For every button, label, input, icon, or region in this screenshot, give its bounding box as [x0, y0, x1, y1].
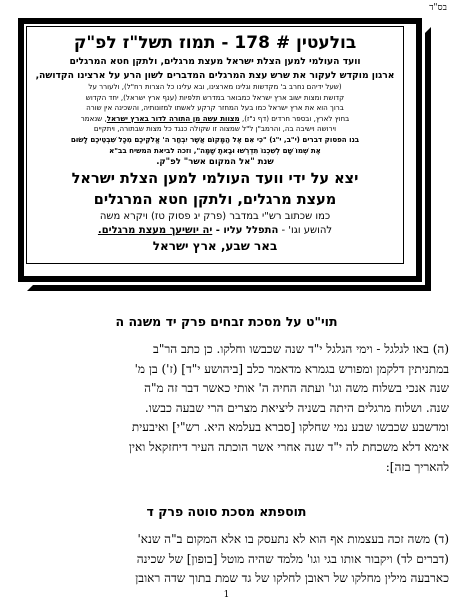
- paragraph-line: ומדשבע שכבשו שבע נמי שחלקו [סברא בעלמא היא. רש"י] ואיבעית: [131, 420, 449, 435]
- bulletin-subtitle-2: ארגון מוקדש לעקור את שרש עצת המרגלים המדברים לשון הרע על ארצינו הקדושה,: [35, 70, 395, 81]
- page-number: 1: [223, 590, 230, 600]
- paragraph-line: אימא דלא משכחת לה י"ד שנה אחרי אשר הוכתה העיר דיחזקאל ואין: [128, 439, 449, 454]
- rashi-note-bold: התפלל עליו -: [212, 225, 279, 237]
- section-heading-tosefta: תוספתא מסכת סוטה פרק ד: [146, 504, 307, 519]
- rashi-note-emphasis: יה יושיעך מעצת מרגלים.: [97, 225, 213, 237]
- bulletin-verse-line: אֶת שְׁמוֹ שָׁם לְשִׁכְנוֹ תִדְרְשׁוּ וּבָאתָ שָׁמָּה", וזכה לביאת המשיח בב"א: [109, 145, 321, 155]
- section-paragraph-tosefta: [6, 530, 449, 589]
- paragraph-line: כארבעה מילין מחלקו של ראובן לחלקו של גד שמת בתוך שדה ראובן: [135, 571, 449, 586]
- paragraph-line: (דברים לד) ויקבור אותו בגי וגו' מלמד שהיה מוטל [בופון] של שכינה: [136, 551, 449, 566]
- bulletin-subtitle-1: וועד העולמי למען הצלת ישראל מעצת מרגלים, ולתקן חטא המרגלים: [69, 56, 361, 67]
- section-heading-zevachim: תוי"ט על מסכת זבחים פרק יד משנה ה: [115, 314, 338, 329]
- bulletin-title: בולעטין # 178 - תמוז תשל"ז לפ"ק: [73, 33, 357, 53]
- bulletin-body-line: קדושת ומצות ישוב ארץ ישראל כמבואר במדרש תלפיות (ענף ארץ ישראל), יחד הקדוש: [85, 92, 345, 102]
- bulletin-body-text: , שנאמר: [80, 113, 107, 123]
- rashi-note-prefix: להושע וגו' -: [278, 225, 333, 237]
- paragraph-line: להאריך בזה]:: [385, 459, 449, 474]
- publisher-line-1: יצא על ידי וועד העולמי למען הצלת ישראל: [71, 171, 359, 188]
- bulletin-body-line: ברוך הוא את ארץ ישראל כמו בעל המחזר קרקע לאשתו למזונותיה, והשכינה אין שורה: [86, 103, 344, 113]
- rashi-note-line-2: [27, 224, 403, 238]
- bulletin-body-emphasis: מצוות עשה מן התורה לדור בארץ ישראל: [106, 113, 240, 123]
- bulletin-verse-line: בנו הפסוק דברים (י"ב, י"ג) "כִּי אִם אֶל הַמָּקוֹם אֲשֶׁר יִבְחַר ה' אֱלֹקֵיכֶם מִכָּל שִׁבְטֵיכֶם לָשׂוּם: [70, 134, 360, 144]
- paragraph-line: במתניתין דלקמן ומפורש בגמרא מדאמר כלב [ביהושע י"ד] (ז') בן מ': [134, 361, 449, 376]
- paragraph-line: שנה. ושלוח מרגלים היתה בשניה ליציאת מצרים הרי שבעה כבשו.: [144, 400, 449, 415]
- bulletin-verse: [27, 135, 403, 156]
- bulletin-body: [27, 82, 403, 135]
- paragraph-line: שנה אנכי בשלוח משה וגו' ועתה החיה ה' אותי כאשר דבר זה מ"ה: [144, 381, 449, 396]
- bulletin-box: [26, 26, 404, 264]
- bulletin-body-line: (שעל ידיהם נחרב ב' מקדשות וגלינו מארצינו, ובא עלינו כל הצרות רח"ל), ולעורר על: [88, 82, 342, 91]
- publisher-line-2: מעצת מרגלים, ולתקן חטא המרגלים: [93, 192, 337, 209]
- bulletin-year-line: שנת "אל המקום אשר" לפ"ק.: [156, 157, 274, 168]
- bulletin-body-text: בחוץ לארץ, ובספר חרדים (דף נ"ז),: [239, 113, 350, 123]
- rashi-note-line-1: כמו שכתוב רש"י במדבר (פרק יג פסוק טז) ויקרא משה: [99, 211, 331, 223]
- paragraph-line: (ה) באו לגלגל - וימי הגלגל י"ד שנה שכבשו וחלקו. כן כתב הר"ב: [153, 342, 449, 356]
- bulletin-location: באר שבע, ארץ ישראל: [152, 239, 278, 254]
- page-label: בס"ד: [429, 3, 447, 13]
- section-paragraph-zevachim: [6, 340, 449, 477]
- bulletin-body-line: וירושה וישיבה בה, והרמב"ן ל"ל שמצוה זו שקולה כנגד כל מצות שבתורה, ויתקיים: [93, 124, 337, 134]
- bulletin-body-line: [32, 114, 398, 125]
- paragraph-line: (ד) משה זכה בעצמות אף הוא לא נתעסק בו אלא המקום ב"ה שנא': [137, 532, 449, 546]
